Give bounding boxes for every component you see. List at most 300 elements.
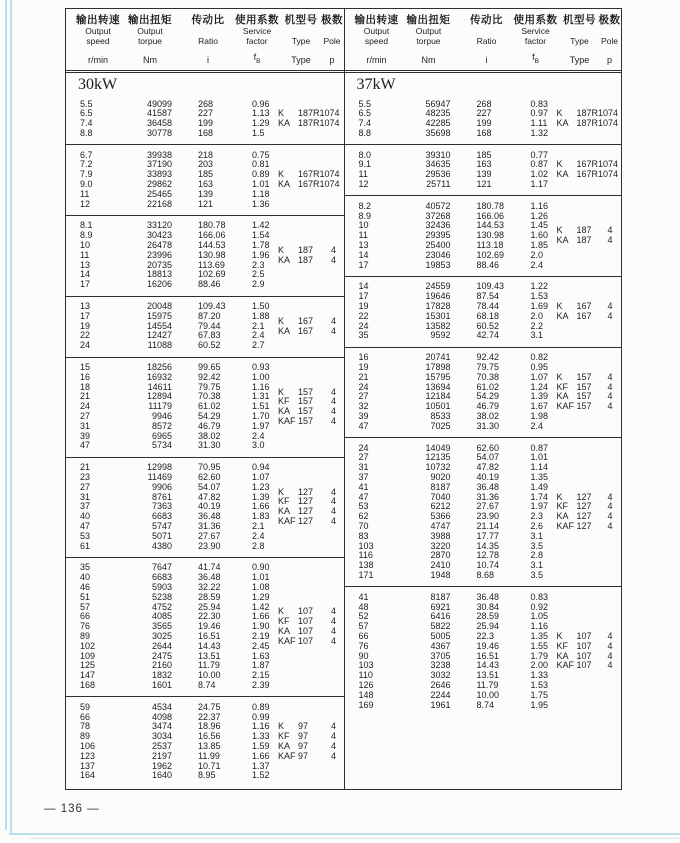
cell-ratio: 67.83 <box>198 330 221 341</box>
cell-service-factor: 1.33 <box>252 731 270 742</box>
cell-service-factor: 1.96 <box>252 249 270 260</box>
header-label-en: Output <box>85 26 111 36</box>
pole-count: 4 <box>330 731 336 742</box>
cell-service-factor: 2.9 <box>252 279 265 290</box>
table-row <box>345 312 557 322</box>
table-row <box>345 292 557 302</box>
cell-ratio: 203 <box>198 159 214 170</box>
cell-output-torque: 6683 <box>151 572 172 583</box>
type-size: 157 <box>576 381 592 392</box>
cell-output-speed: 39 <box>358 411 369 422</box>
header-label-zh: 输出扭矩 <box>406 14 451 26</box>
cell-output-speed: 21 <box>358 371 369 382</box>
scan-edge-line <box>9 833 680 835</box>
cell-ratio: 87.20 <box>198 310 221 321</box>
type-row <box>557 312 616 322</box>
type-size: 157 <box>298 415 314 426</box>
type-size: 107 <box>298 635 314 646</box>
cell-output-torque: 34635 <box>425 159 451 170</box>
cell-service-factor: 3.1 <box>530 330 544 341</box>
table-row <box>66 280 278 290</box>
cell-ratio: 31.36 <box>198 520 221 531</box>
cell-output-speed: 47 <box>80 520 91 531</box>
table-row <box>66 331 278 341</box>
header-label-en: Pole <box>323 35 341 46</box>
cell-output-speed: 18 <box>80 381 91 392</box>
table-row <box>345 493 557 503</box>
pole-count: 4 <box>607 630 613 641</box>
cell-service-factor: 0.77 <box>530 149 549 160</box>
header-column <box>236 14 278 70</box>
cell-ratio: 70.95 <box>198 462 221 473</box>
type-row <box>278 637 339 647</box>
type-size: 187R107 <box>298 118 335 129</box>
cell-output-speed: 116 <box>358 550 373 561</box>
table-row <box>66 532 278 542</box>
cell-service-factor: 1.01 <box>252 179 270 190</box>
table-row <box>345 231 557 241</box>
type-row <box>557 236 616 246</box>
table-row <box>345 392 557 402</box>
table-row <box>345 402 557 412</box>
cell-service-factor: 1.98 <box>530 411 549 422</box>
cell-output-speed: 10 <box>80 240 91 251</box>
cell-service-factor: 2.4 <box>252 330 265 341</box>
type-list <box>278 109 344 129</box>
pole-count: 4 <box>330 386 336 397</box>
cell-output-speed: 27 <box>358 452 369 463</box>
unit-text: i <box>207 55 209 65</box>
cell-output-speed: 14 <box>358 281 369 292</box>
table-row <box>345 522 557 532</box>
type-prefix: K <box>556 301 563 312</box>
type-prefix: K <box>556 159 563 170</box>
table-row <box>345 701 557 711</box>
table-row <box>66 261 278 271</box>
type-list <box>557 109 621 129</box>
cell-output-speed: 103 <box>358 540 374 551</box>
table-row <box>66 612 278 622</box>
cell-ratio: 31.30 <box>198 440 221 451</box>
cell-ratio: 109.43 <box>476 281 505 292</box>
cell-ratio: 163 <box>476 159 492 170</box>
scan-edge-line <box>10 0 12 834</box>
type-prefix: KA <box>278 325 291 336</box>
type-size: 107 <box>576 650 592 661</box>
cell-service-factor: 2.39 <box>252 679 270 690</box>
type-size: 187 <box>298 254 314 265</box>
type-size: 107 <box>298 626 314 637</box>
cell-output-torque: 39938 <box>146 149 172 160</box>
type-size: 107 <box>298 616 314 627</box>
pole-count: 4 <box>607 650 613 661</box>
spec-section <box>66 557 344 696</box>
type-row <box>278 180 339 190</box>
table-row <box>345 129 557 139</box>
cell-output-speed: 76 <box>358 640 369 651</box>
cell-ratio: 31.30 <box>476 420 500 431</box>
pole-count: 4 <box>607 371 613 382</box>
table-row <box>66 441 278 451</box>
spec-section <box>66 357 344 457</box>
numeric-rows <box>345 353 557 431</box>
cell-service-factor: 1.00 <box>252 371 270 382</box>
pole-count: 4 <box>330 486 336 497</box>
cell-service-factor: 1.83 <box>252 511 270 522</box>
cell-output-speed: 17 <box>80 310 91 321</box>
cell-output-speed: 102 <box>80 640 96 651</box>
cell-output-speed: 164 <box>80 770 96 781</box>
cell-output-torque: 13582 <box>425 320 451 331</box>
table-row <box>66 190 278 200</box>
cell-ratio: 23.90 <box>476 511 500 522</box>
cell-output-speed: 7.4 <box>80 118 93 129</box>
type-size: 187R107 <box>576 118 614 129</box>
cell-output-torque: 3034 <box>151 731 172 742</box>
cell-service-factor: 1.24 <box>530 381 549 392</box>
type-prefix: KA <box>278 506 291 517</box>
pole-count: 4 <box>334 108 340 119</box>
cell-output-torque: 26478 <box>146 240 172 251</box>
cell-ratio: 78.44 <box>476 301 500 312</box>
cell-output-speed: 138 <box>358 560 374 571</box>
type-size: 157 <box>576 401 592 412</box>
table-row <box>345 502 557 512</box>
spec-section <box>345 144 621 195</box>
cell-output-speed: 109 <box>80 650 96 661</box>
header-label-zh: 输出转速 <box>354 14 399 26</box>
cell-output-torque: 9592 <box>430 330 451 341</box>
cell-output-torque: 7040 <box>430 491 451 502</box>
cell-ratio: 268 <box>476 98 492 109</box>
header-unit <box>422 55 436 70</box>
header-label-en: Service <box>242 26 272 36</box>
cell-service-factor: 1.36 <box>252 198 270 209</box>
table-row <box>345 109 557 119</box>
cell-output-torque: 23996 <box>146 249 172 260</box>
cell-output-torque: 36458 <box>146 118 172 129</box>
cell-output-speed: 148 <box>358 689 374 700</box>
cell-output-torque: 8187 <box>430 481 451 492</box>
cell-output-torque: 48235 <box>425 108 451 119</box>
cell-output-torque: 4534 <box>151 701 172 712</box>
type-size: 167 <box>298 325 314 336</box>
cell-output-torque: 5366 <box>430 511 451 522</box>
pole-count: 4 <box>330 254 336 265</box>
cell-ratio: 218 <box>198 149 214 160</box>
header-unit <box>607 55 612 70</box>
type-size: 167R107 <box>576 159 614 170</box>
cell-output-torque: 2646 <box>430 679 451 690</box>
table-row <box>345 412 557 422</box>
cell-output-torque: 5005 <box>430 630 451 641</box>
header-column <box>355 14 399 70</box>
type-prefix: KA <box>556 118 569 129</box>
cell-ratio: 47.82 <box>476 462 500 473</box>
cell-service-factor: 1.78 <box>252 240 270 251</box>
cell-ratio: 168 <box>476 127 492 138</box>
table-row <box>345 483 557 493</box>
cell-service-factor: 2.8 <box>530 550 544 561</box>
table-row <box>66 671 278 681</box>
cell-service-factor: 2.4 <box>252 530 265 541</box>
cell-output-speed: 24 <box>358 442 369 453</box>
type-list <box>557 632 621 671</box>
type-row <box>278 119 339 129</box>
cell-output-speed: 7.4 <box>358 118 372 129</box>
cell-output-torque: 33120 <box>146 220 172 231</box>
cell-service-factor: 1.26 <box>530 210 549 221</box>
cell-service-factor: 1.49 <box>530 481 549 492</box>
numeric-rows <box>66 563 278 690</box>
cell-output-speed: 41 <box>358 591 369 602</box>
cell-ratio: 8.95 <box>198 770 216 781</box>
type-prefix: KA <box>556 310 569 321</box>
cell-service-factor: 2.45 <box>252 640 270 651</box>
table-row <box>66 493 278 503</box>
cell-ratio: 61.02 <box>198 401 221 412</box>
cell-output-speed: 66 <box>358 630 369 641</box>
cell-output-torque: 12184 <box>425 391 451 402</box>
cell-ratio: 13.85 <box>198 740 221 751</box>
cell-output-torque: 3565 <box>151 621 172 632</box>
cell-output-speed: 169 <box>358 699 374 710</box>
cell-service-factor: 1.07 <box>252 472 270 482</box>
header-label-zh: 使用系数 <box>235 14 279 26</box>
cell-service-factor: 1.63 <box>252 650 270 661</box>
spec-section <box>66 144 344 215</box>
table-row <box>66 622 278 632</box>
cell-ratio: 11.79 <box>198 660 220 671</box>
table-row <box>345 282 557 292</box>
unit-subscript: B <box>256 58 261 65</box>
unit-text: Type <box>291 55 311 65</box>
table-row <box>66 463 278 473</box>
numeric-rows <box>345 444 557 581</box>
cell-output-speed: 19 <box>358 301 369 312</box>
cell-output-speed: 14 <box>358 249 369 260</box>
cell-service-factor: 1.33 <box>530 670 549 681</box>
header-label-zh: 极数 <box>598 14 621 26</box>
cell-service-factor: 1.45 <box>530 220 549 231</box>
type-prefix: KF <box>278 396 290 407</box>
cell-output-speed: 23 <box>80 472 91 482</box>
cell-ratio: 46.79 <box>198 420 221 431</box>
header-column <box>598 14 621 70</box>
cell-service-factor: 1.07 <box>530 371 549 382</box>
type-size: 187 <box>576 225 592 236</box>
cell-output-speed: 168 <box>80 679 96 690</box>
cell-service-factor: 0.92 <box>530 601 549 612</box>
header-label-en: Type <box>570 35 589 46</box>
cell-service-factor: 0.75 <box>252 149 270 160</box>
table-row <box>345 261 557 271</box>
cell-service-factor: 1.01 <box>530 452 549 463</box>
header-column <box>76 14 120 70</box>
cell-service-factor: 1.16 <box>252 721 270 732</box>
table-row <box>66 661 278 671</box>
cell-ratio: 130.98 <box>198 249 226 260</box>
type-row <box>278 517 339 527</box>
cell-service-factor: 1.90 <box>252 621 270 632</box>
table-row <box>345 100 557 110</box>
cell-output-torque: 5238 <box>151 591 172 602</box>
cell-output-speed: 9.1 <box>358 159 372 170</box>
type-prefix: KA <box>278 118 291 129</box>
type-prefix: KA <box>556 391 569 402</box>
cell-ratio: 22.30 <box>198 611 221 622</box>
cell-ratio: 25.94 <box>476 621 500 632</box>
cell-output-torque: 5747 <box>151 520 172 531</box>
cell-output-torque: 9906 <box>151 481 172 492</box>
table-row <box>66 373 278 383</box>
spec-table-37kW <box>344 8 622 790</box>
cell-service-factor: 1.08 <box>252 581 270 592</box>
cell-service-factor: 1.42 <box>252 601 270 612</box>
pole-count: 4 <box>330 315 336 326</box>
table-row <box>66 732 278 742</box>
header-label-en: speed <box>364 35 389 46</box>
cell-service-factor: 1.53 <box>530 291 549 302</box>
table-row <box>345 642 557 652</box>
table-row <box>66 221 278 231</box>
cell-service-factor: 1.39 <box>252 491 270 502</box>
header-unit <box>143 55 157 70</box>
cell-service-factor: 2.4 <box>530 259 544 270</box>
cell-service-factor: 2.19 <box>252 630 270 641</box>
table-body <box>345 72 621 789</box>
pole-count: 4 <box>607 640 613 651</box>
type-size: 127 <box>576 501 592 512</box>
cell-output-torque: 19646 <box>425 291 451 302</box>
type-size: 127 <box>576 511 592 522</box>
header-label-zh: 输出转速 <box>76 14 120 26</box>
cell-output-torque: 3238 <box>430 660 451 671</box>
cell-service-factor: 0.82 <box>530 352 549 363</box>
table-row <box>345 160 557 170</box>
cell-output-torque: 18813 <box>146 269 172 280</box>
pole-count: 4 <box>607 660 613 671</box>
header-label-zh: 传动比 <box>470 14 503 26</box>
cell-ratio: 166.06 <box>198 230 226 241</box>
table-row <box>66 119 278 129</box>
cell-output-speed: 66 <box>80 711 91 722</box>
cell-output-torque: 5071 <box>151 530 172 541</box>
cell-output-speed: 21 <box>80 391 91 402</box>
cell-ratio: 32.22 <box>198 581 221 592</box>
type-size: 97 <box>298 721 309 732</box>
cell-service-factor: 1.60 <box>530 230 549 241</box>
table-row <box>345 322 557 332</box>
table-row <box>66 312 278 322</box>
table-row <box>345 241 557 251</box>
type-list <box>278 317 344 337</box>
cell-output-torque: 6416 <box>430 611 451 622</box>
type-prefix: KAF <box>278 415 296 426</box>
cell-output-speed: 12 <box>80 198 91 209</box>
unit-text: i <box>485 55 488 65</box>
table-header <box>345 9 621 71</box>
cell-ratio: 99.65 <box>198 362 221 373</box>
cell-output-speed: 66 <box>80 611 91 622</box>
cell-service-factor: 1.39 <box>530 391 549 402</box>
type-row <box>556 169 619 180</box>
header-label-en: Ratio <box>476 35 497 46</box>
cell-output-speed: 14 <box>80 269 91 280</box>
cell-output-speed: 8.8 <box>358 127 372 138</box>
cell-output-speed: 24 <box>80 340 91 351</box>
type-prefix: KF <box>556 381 569 392</box>
type-prefix: KA <box>556 650 569 661</box>
type-prefix: KAF <box>556 401 575 412</box>
cell-service-factor: 2.0 <box>530 310 544 321</box>
cell-output-torque: 20741 <box>425 352 451 363</box>
type-size: 107 <box>576 660 592 671</box>
table-row <box>345 444 557 454</box>
type-prefix: KA <box>278 254 291 265</box>
cell-service-factor: 1.66 <box>252 611 270 622</box>
table-row <box>345 622 557 632</box>
table-row <box>345 612 557 622</box>
header-label-en: Type <box>291 35 311 46</box>
cell-ratio: 36.48 <box>198 511 221 522</box>
header-label-en: Output <box>137 26 163 36</box>
cell-output-torque: 6212 <box>430 501 451 512</box>
cell-service-factor: 2.2 <box>530 320 544 331</box>
type-prefix: KA <box>278 740 291 751</box>
cell-output-torque: 17828 <box>425 301 451 312</box>
cell-service-factor: 2.3 <box>530 511 544 522</box>
table-row <box>66 383 278 393</box>
cell-output-speed: 11 <box>80 249 90 260</box>
pole-count: 4 <box>607 401 613 412</box>
cell-output-torque: 12894 <box>146 391 172 402</box>
table-row <box>66 752 278 762</box>
table-row <box>345 661 557 671</box>
unit-text: p <box>329 55 335 65</box>
table-row <box>345 561 557 571</box>
cell-output-torque: 10732 <box>425 462 451 473</box>
cell-service-factor: 0.99 <box>252 711 270 722</box>
cell-ratio: 28.59 <box>476 611 500 622</box>
cell-service-factor: 1.51 <box>252 401 270 412</box>
pole-count: 4 <box>330 740 336 751</box>
type-list <box>557 226 621 246</box>
cell-output-torque: 9020 <box>430 472 451 482</box>
type-size: 107 <box>298 606 314 617</box>
cell-service-factor: 1.37 <box>252 760 270 771</box>
cell-output-torque: 2475 <box>151 650 172 661</box>
table-body <box>66 72 344 789</box>
cell-output-speed: 27 <box>80 411 91 422</box>
cell-service-factor: 1.69 <box>530 301 549 312</box>
table-row <box>66 241 278 251</box>
cell-ratio: 27.67 <box>476 501 500 512</box>
cell-ratio: 30.84 <box>476 601 500 612</box>
header-unit <box>254 52 261 70</box>
cell-output-speed: 8.9 <box>358 210 372 221</box>
unit-subscript: B <box>534 58 539 65</box>
cell-ratio: 12.78 <box>476 550 500 561</box>
spec-table-30kW <box>65 8 345 790</box>
cell-ratio: 92.42 <box>198 371 221 382</box>
pole-count: 4 <box>330 244 336 255</box>
cell-output-speed: 103 <box>358 660 374 671</box>
cell-service-factor: 2.7 <box>252 340 265 351</box>
unit-text: Type <box>569 55 590 65</box>
cell-output-speed: 6.5 <box>80 108 93 119</box>
cell-output-speed: 19 <box>358 362 369 373</box>
